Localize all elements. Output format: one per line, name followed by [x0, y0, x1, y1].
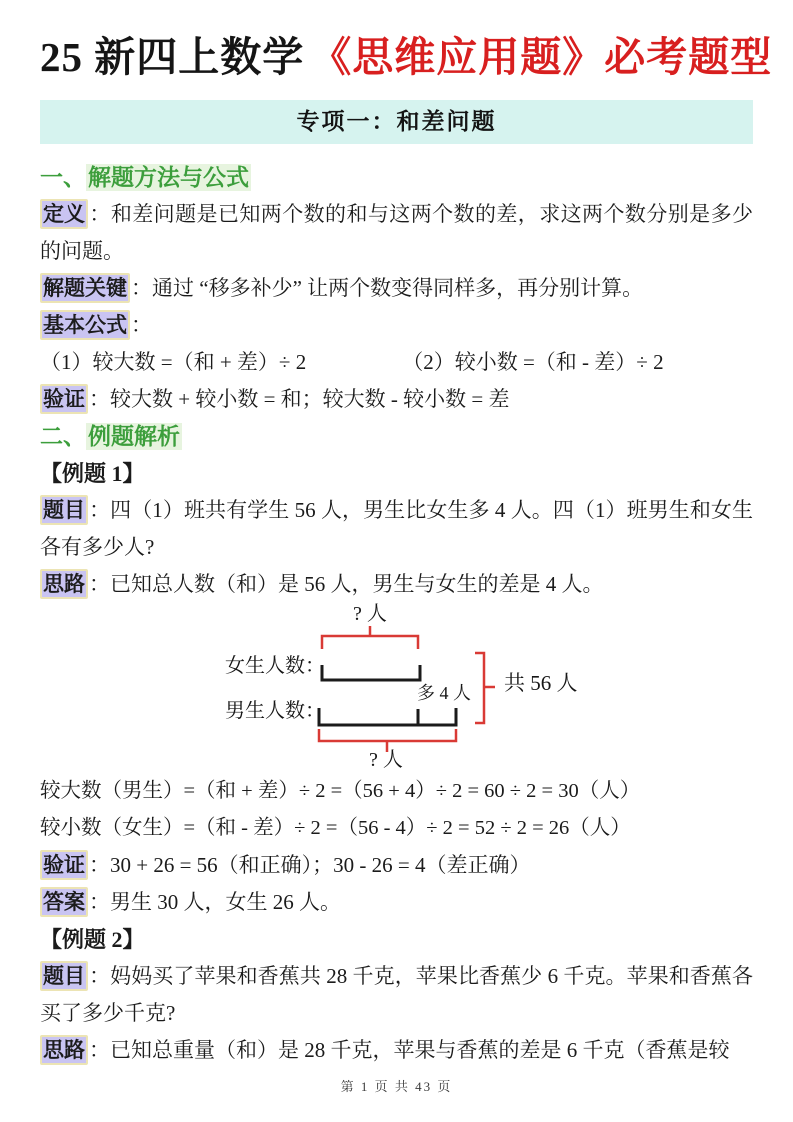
example1-idea-label: 思路	[40, 569, 88, 599]
diagram-boys-label: 男生人数：	[225, 700, 325, 722]
example1-verify	[40, 847, 753, 884]
girls-bar	[322, 665, 420, 680]
heading-methods-prefix: 一、	[40, 165, 86, 190]
example1-answer-label: 答案	[40, 887, 88, 917]
top-red-bracket	[322, 636, 418, 649]
heading-methods-text: 解题方法与公式	[88, 165, 249, 190]
definition-paragraph	[40, 196, 753, 270]
formula-colon: ：	[131, 313, 152, 337]
example1-answer	[40, 884, 753, 921]
example1-calc-larger: 较大数（男生）=（和 + 差）÷ 2 =（56 + 4）÷ 2 = 60 ÷ 2 = 30（人）	[40, 780, 641, 802]
diagram-top-question: ? 人	[353, 603, 387, 625]
section-banner	[40, 100, 753, 144]
key-label: 解题关键	[40, 273, 130, 303]
example1-idea-text: ：已知总人数（和）是 56 人，男生与女生的差是 4 人。	[89, 572, 604, 596]
example1-idea	[40, 566, 753, 603]
formula-smaller: （2）较小数 =（和 - 差）÷ 2	[402, 350, 664, 374]
heading-examples-text: 例题解析	[88, 424, 180, 449]
verify-text: ：较大数 + 较小数 = 和；较大数 - 较小数 = 差	[89, 387, 510, 411]
key-paragraph	[40, 270, 753, 307]
example2-question-label: 题目	[40, 961, 88, 991]
example1-verify-label: 验证	[40, 850, 88, 880]
formula-larger: （1）较大数 =（和 + 差）÷ 2	[40, 350, 307, 374]
example1-question-text: ：四（1）班共有学生 56 人，男生比女生多 4 人。四（1）班男生和女生各有多少人?	[40, 498, 753, 559]
banner-text: 专项一：和差问题	[296, 109, 497, 134]
verify-paragraph	[40, 381, 753, 418]
example1-question	[40, 492, 753, 566]
title-black-part: 25 新四上数学	[40, 34, 305, 80]
example2-idea	[40, 1032, 753, 1069]
title-red-part: 《思维应用题》必考题型	[310, 34, 773, 80]
total-red-brace	[475, 653, 484, 723]
heading-methods	[40, 159, 753, 196]
key-text: ：通过 “移多补少” 让两个数变得同样多，再分别计算。	[131, 276, 644, 300]
diagram-bottom-question: ? 人	[369, 749, 403, 771]
bar-diagram-graphics	[40, 605, 753, 773]
bottom-red-bracket	[319, 729, 456, 741]
example1-title: 【例题 1】	[40, 461, 145, 486]
example2-idea-label: 思路	[40, 1035, 88, 1065]
formula-label: 基本公式	[40, 310, 130, 340]
page-footer	[0, 1076, 793, 1095]
page-number-text: 第 1 页 共 43 页	[340, 1079, 453, 1094]
example1-calc-smaller: 较小数（女生）=（和 - 差）÷ 2 =（56 - 4）÷ 2 = 52 ÷ 2 = 26（人）	[40, 817, 631, 839]
heading-examples-prefix: 二、	[40, 424, 86, 449]
example2-question-text: ：妈妈买了苹果和香蕉共 28 千克，苹果比香蕉少 6 千克。苹果和香蕉各买了多少千克?	[40, 964, 753, 1025]
formula-label-paragraph	[40, 307, 753, 344]
formula-line	[40, 344, 753, 381]
definition-text: ：和差问题是已知两个数的和与这两个数的差，求这两个数分别是多少的问题。	[40, 202, 753, 263]
example1-answer-text: ：男生 30 人，女生 26 人。	[89, 890, 341, 914]
heading-examples	[40, 418, 753, 455]
example1-verify-text: ：30 + 26 = 56（和正确）；30 - 26 = 4（差正确）	[89, 853, 531, 877]
page-title	[40, 26, 773, 88]
diagram-girls-label: 女生人数：	[225, 655, 325, 677]
verify-label: 验证	[40, 384, 88, 414]
definition-label: 定义	[40, 199, 88, 229]
example2-idea-text: ：已知总重量（和）是 28 千克，苹果与香蕉的差是 6 千克（香蕉是较	[89, 1038, 730, 1062]
example2-question	[40, 958, 753, 1032]
diagram-extra-label: 多 4 人	[417, 683, 471, 703]
bar-diagram	[40, 605, 753, 773]
boys-bar	[319, 708, 456, 725]
example1-question-label: 题目	[40, 495, 88, 525]
example2-title: 【例题 2】	[40, 927, 145, 952]
diagram-total-label: 共 56 人	[504, 671, 578, 695]
